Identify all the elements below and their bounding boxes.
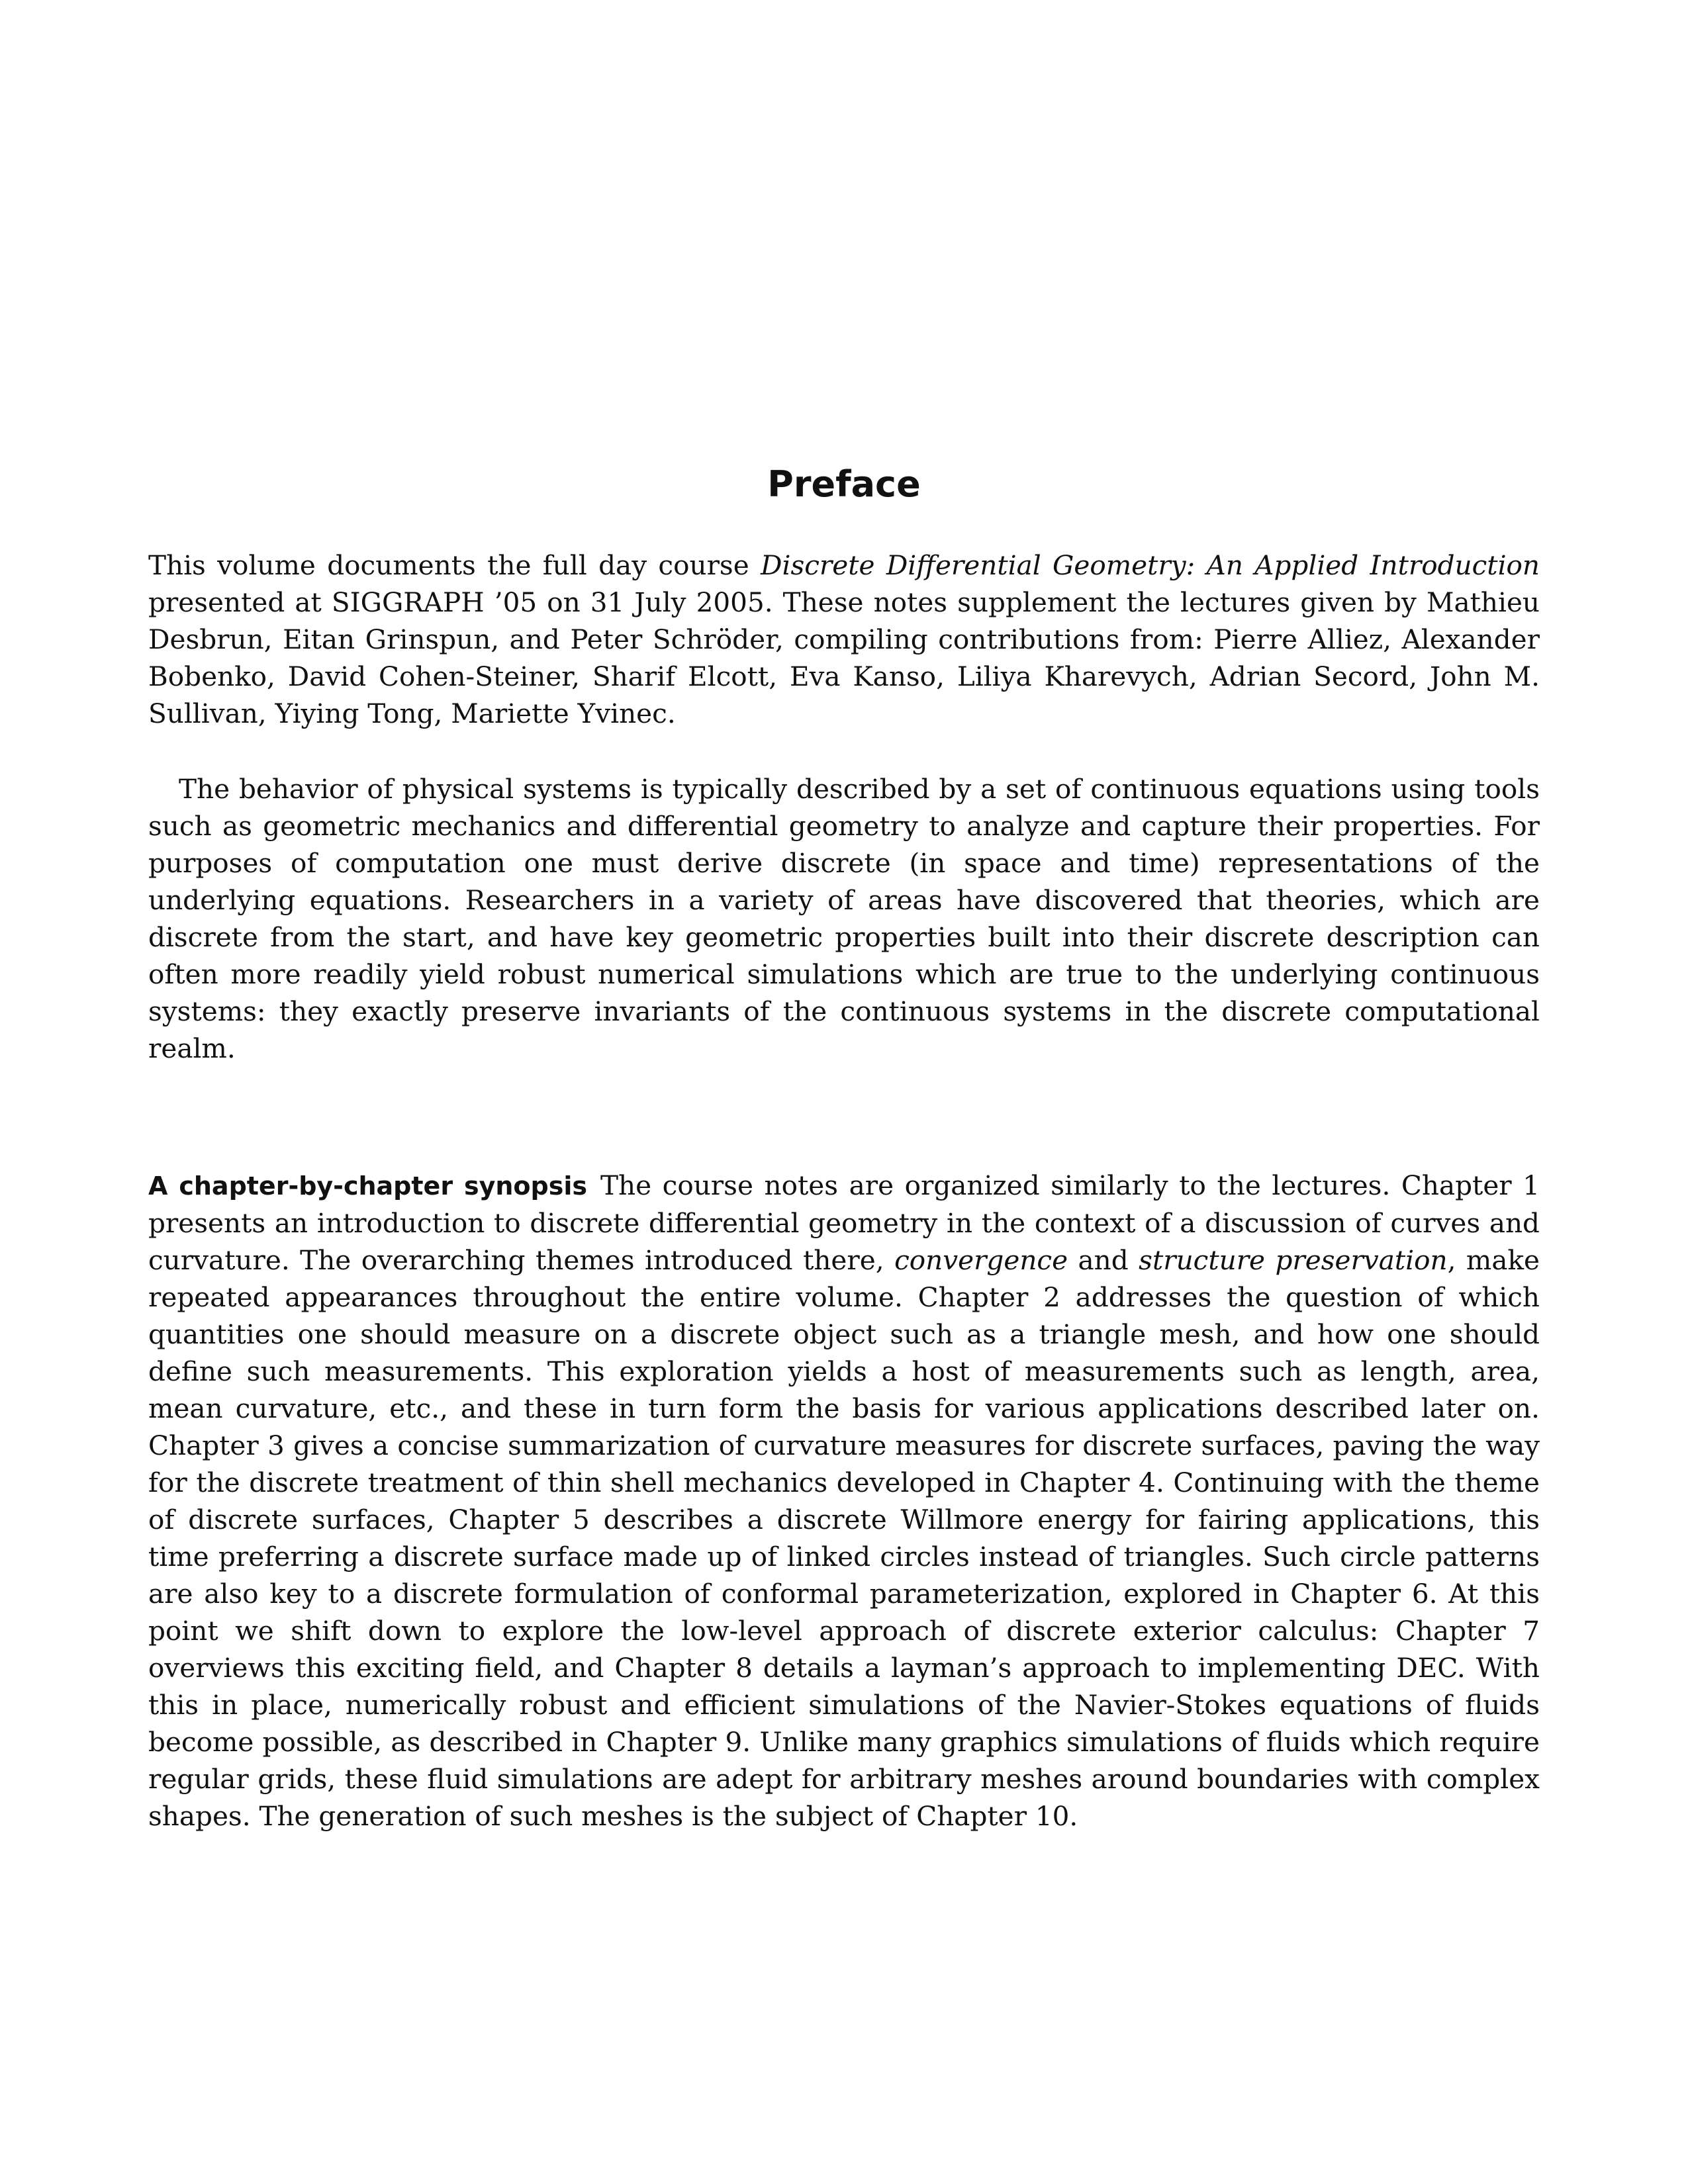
synopsis-paragraph xyxy=(148,1167,1540,1835)
page-title: Preface xyxy=(767,463,921,505)
intro-text-pre: This volume documents the full day course xyxy=(148,549,761,581)
synopsis-text-b: and xyxy=(1068,1244,1139,1276)
intro-paragraph xyxy=(148,547,1540,732)
course-title: Discrete Differential Geometry: An Applied Introduction xyxy=(761,549,1540,581)
synopsis-text-a: The course notes are organized similarly to the lectures. Chapter 1 presents an introduction to discrete differential geometry in the context of a discussion of curves and curvature. The overarching themes introduced there, xyxy=(148,1169,1540,1276)
behavior-paragraph: The behavior of physical systems is typically described by a set of continuous equations using tools such as geometric mechanics and differential geometry to analyze and capture their properties. For purposes of computation one must derive discrete (in space and time) representations of the underlying equations. Researchers in a variety of areas have discovered that theories, which are discrete from the start, and have key geometric properties built into their discrete description can often more readily yield robust numerical simulations which are true to the underlying continuous systems: they exactly preserve invariants of the continuous systems in the discrete computational realm. xyxy=(148,773,1540,1064)
synopsis-text-c: , make repeated appearances throughout the entire volume. Chapter 2 addresses the question of which quantities one should measure on a discrete object such as a triangle mesh, and how one should define such measurements. This exploration yields a host of measurements such as length, area, mean curvature, etc., and these in turn form the basis for various applications described later on. Chapter 3 gives a concise summarization of curvature measures for discrete surfaces, paving the way for the discrete treatment of thin shell mechanics developed in Chapter 4. Continuing with the theme of discrete surfaces, Chapter 5 describes a discrete Willmore energy for fairing applications, this time preferring a discrete surface made up of linked circles instead of triangles. Such circle patterns are also key to a discrete formulation of conformal parameterization, explored in Chapter 6. At this point we shift down to explore the low-level approach of discrete exterior calculus: Chapter 7 overviews this exciting field, and Chapter 8 details a layman’s approach to implementing DEC. With this in place, numerically robust and efficient simulations of the Navier-Stokes equations of fluids become possible, as described in Chapter 9. Unlike many graphics simulations of fluids which require regular grids, these fluid simulations are adept for arbitrary meshes around boundaries with complex shapes. The generation of such meshes is the subject of Chapter 10. xyxy=(148,1244,1540,1832)
intro-text-post: presented at SIGGRAPH ’05 on 31 July 2005. These notes supplement the lectures given by Mathieu Desbrun, Eitan Grinspun, and Peter Schröder, compiling contributions from: Pierre Alliez, Alexander Bobenko, David Cohen-Steiner, Sharif Elcott, Eva Kanso, Liliya Kharevych, Adrian Secord, John M. Sullivan, Yiying Tong, Mariette Yvinec. xyxy=(148,586,1540,729)
emphasis-structure-preservation: structure preservation xyxy=(1139,1244,1448,1276)
emphasis-convergence: convergence xyxy=(894,1244,1068,1276)
synopsis-heading: A chapter-by-chapter synopsis xyxy=(148,1171,588,1201)
